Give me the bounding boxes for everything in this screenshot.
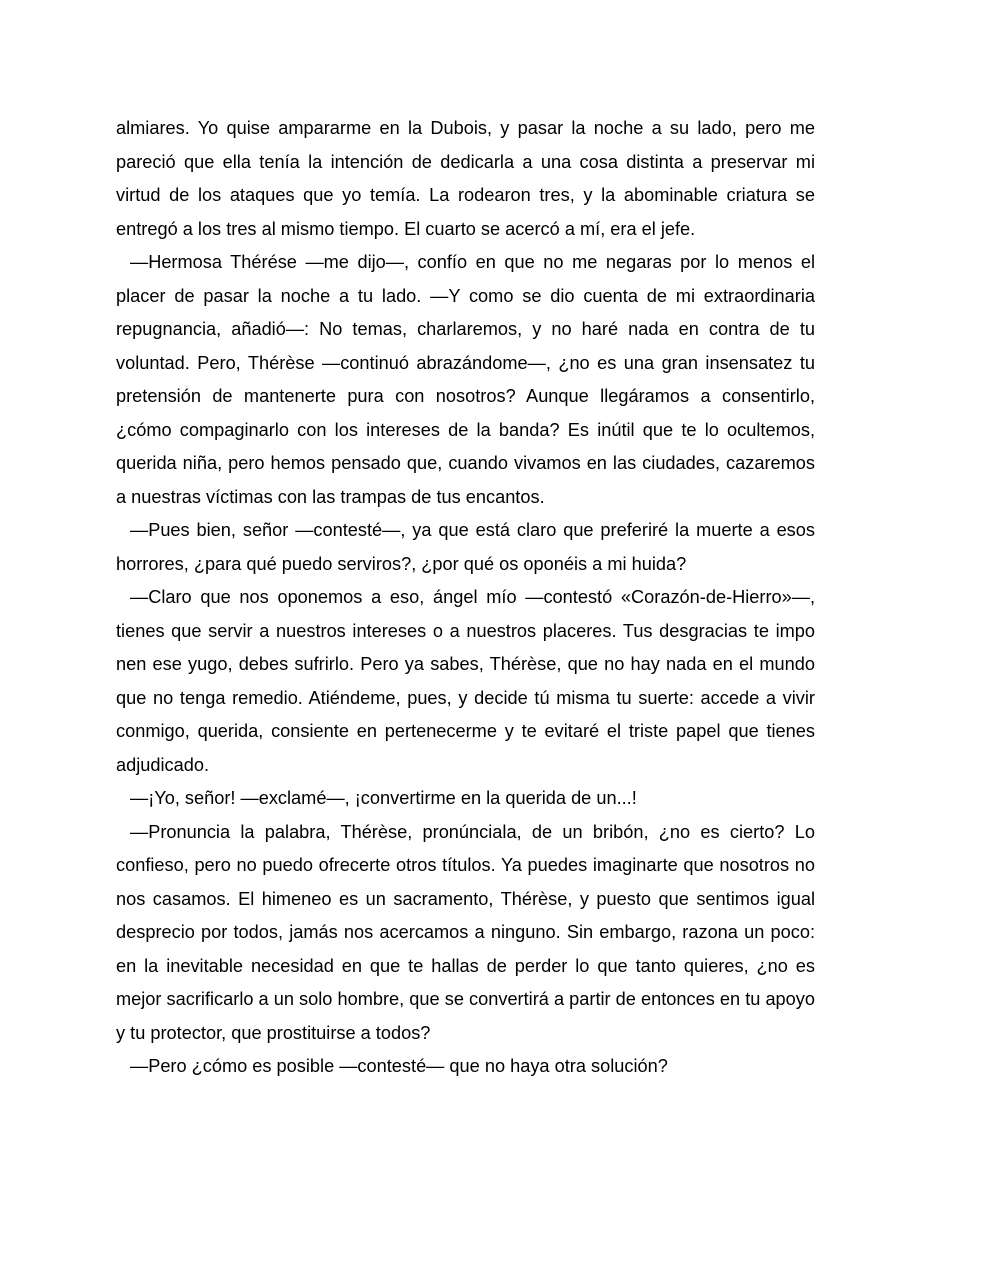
paragraph-dialogue-4: —¡Yo, señor! —exclamé—, ¡convertirme en la querida de un...! <box>130 788 637 808</box>
paragraph-dialogue-1: —Hermosa Thérése —me dijo—, confío en que no me negaras por lo menos el placer de pasar la noche a tu lado. —Y como se dio cuenta de mi extraordinaria repugnancia, añadió—: No temas, charlaremos, y no haré nada en contra de tu voluntad. Pero, Thérèse —continuó abrazándome—, ¿no es una gran insensatez tu pretensión de mantenerte pura con nosotros? Aunque llegáramos a consentirlo, ¿cómo compaginarlo con los intereses de la banda? Es inútil que te lo ocultemos, querida niña, pero hemos pensado que, cuando vivamos en las ciudades, cazaremos a nuestras víctimas con las trampas de tus encantos. <box>116 252 815 507</box>
paragraph-dialogue-3: —Claro que nos oponemos a eso, ángel mío —contestó «Corazón-de-Hierro»—, tienes que servir a nuestros intereses o a nuestros placeres. Tus desgracias te impo nen ese yugo, debes sufrirlo. Pero ya sabes, Thérèse, que no hay nada en el mundo que no tenga remedio. Atiéndeme, pues, y decide tú misma tu suerte: accede a vivir conmigo, querida, consiente en pertenecerme y te evitaré el triste papel que tienes adjudicado. <box>116 587 815 775</box>
document-page <box>116 112 815 1084</box>
paragraph-dialogue-6: —Pero ¿cómo es posible —contesté— que no haya otra solución? <box>130 1056 668 1076</box>
paragraph-dialogue-5: —Pronuncia la palabra, Thérèse, pronúnciala, de un bribón, ¿no es cierto? Lo confieso, pero no puedo ofrecerte otros títulos. Ya puedes imaginarte que nosotros no nos casamos. El himeneo es un sacramento, Thérèse, y puesto que sentimos igual desprecio por todos, jamás nos acercamos a ninguno. Sin embargo, razona un poco: en la inevitable necesidad en que te hallas de perder lo que tanto quieres, ¿no es mejor sacrificarlo a un solo hombre, que se convertirá a partir de entonces en tu apoyo y tu protector, que prostituirse a todos? <box>116 821 815 1043</box>
paragraph-dialogue-2: —Pues bien, señor —contesté—, ya que está claro que preferiré la muerte a esos horrores, ¿para qué puedo serviros?, ¿por qué os oponéis a mi huida? <box>116 520 815 574</box>
paragraph-continuation: almiares. Yo quise ampararme en la Dubois, y pasar la noche a su lado, pero me pareció que ella tenía la intención de dedicarla a una cosa distinta a preservar mi virtud de los ataques que yo temía. La rodearon tres, y la abominable criatura se entregó a los tres al mismo tiempo. El cuarto se acercó a mí, era el jefe. <box>116 118 815 239</box>
